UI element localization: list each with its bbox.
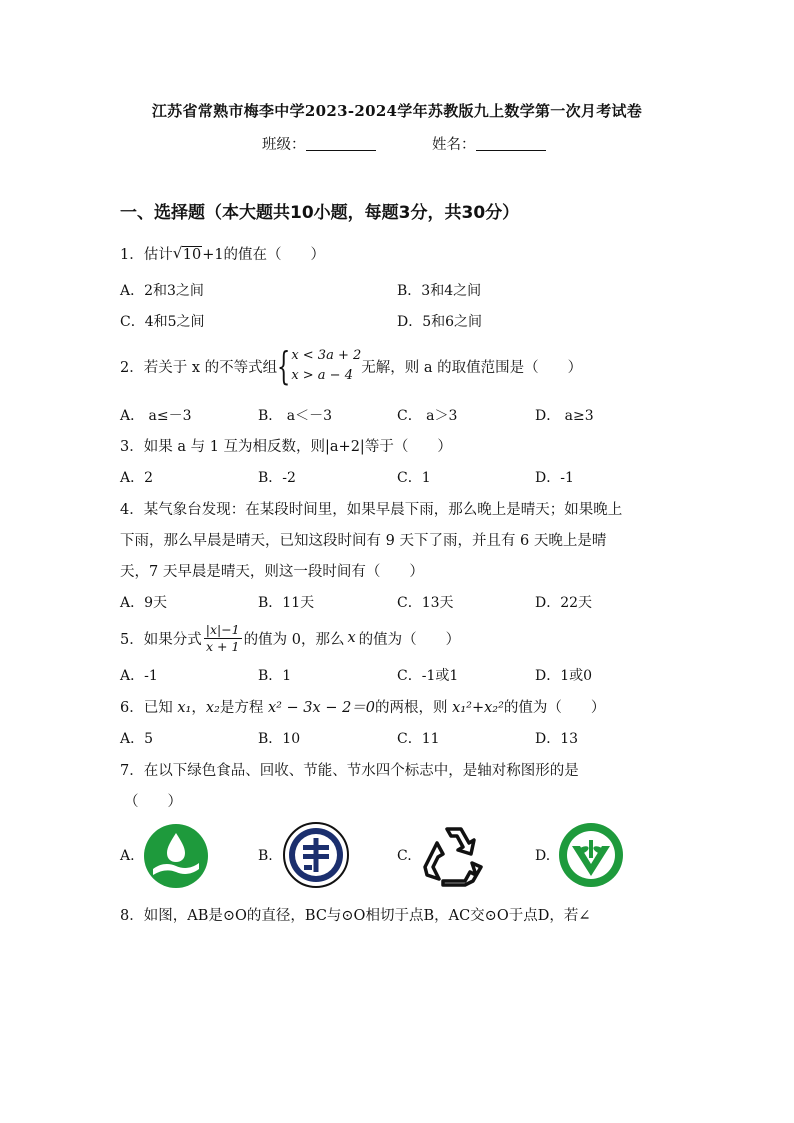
q7-option-b[interactable]: B.: [258, 848, 273, 864]
class-field: [262, 133, 376, 154]
q6-option-b[interactable]: B．10: [258, 731, 301, 747]
q6-option-c[interactable]: C．11: [397, 731, 440, 747]
brace-symbol: {: [277, 344, 291, 388]
name-field: [432, 133, 546, 154]
question-1: [120, 243, 325, 264]
name-blank[interactable]: [476, 136, 546, 151]
fraction-expression: $\frac{|x|-1}{x + 1}$: [205, 621, 240, 654]
q5-option-b[interactable]: B．1: [258, 668, 292, 684]
question-5-mid: 的值为 0，那么: [243, 631, 345, 648]
question-5-text: 5．如果分式: [120, 631, 202, 648]
sqrt-expression: √ 10: [172, 244, 202, 263]
green-food-logo-icon: [143, 823, 209, 889]
section-heading: 一、选择题（本大题共10小题，每题3分，共30分）: [120, 203, 520, 223]
question-4-line-3: 天，7 天早晨是晴天，则这一段时间有（ ）: [120, 564, 424, 580]
question-3: 3．如果 a 与 1 互为相反数，则|a+2|等于（ ）: [120, 439, 452, 455]
q3-option-a[interactable]: A．2: [120, 470, 154, 486]
q7-option-a[interactable]: A.: [120, 848, 135, 864]
q4-option-d[interactable]: D．22天: [535, 595, 593, 611]
q2-option-c[interactable]: C． a＞3: [397, 408, 458, 424]
question-2-tail: 无解，则 a 的取值范围是（ ）: [361, 359, 583, 376]
question-5-tail: 的值为（ ）: [358, 631, 461, 648]
inequality-system: x < 3a + 2 x > a − 4: [291, 348, 362, 383]
q3-option-b[interactable]: B．-2: [258, 470, 296, 486]
q5-option-a[interactable]: A．-1: [120, 668, 158, 684]
variable-x: x: [347, 630, 356, 646]
question-7-line-1: 7．在以下绿色食品、回收、节能、节水四个标志中，是轴对称图形的是: [120, 763, 579, 779]
question-6: 6．已知 x₁，x₂是方程 x² − 3x − 2＝0的两根，则 x₁²+x₂²的值为（ ）: [120, 700, 606, 716]
q5-option-d[interactable]: D．1或0: [535, 668, 593, 684]
q6-option-a[interactable]: A．5: [120, 731, 154, 747]
q3-option-c[interactable]: C．1: [397, 470, 431, 486]
q1-option-b[interactable]: B．3和4之间: [397, 283, 482, 299]
question-1-text: 1．估计: [120, 247, 173, 263]
question-4-line-2: 下雨，那么早晨是晴天，已知这段时间有 9 天下了雨，并且有 6 天晚上是晴: [120, 533, 607, 549]
class-label: 班级：: [262, 137, 306, 153]
q1-option-a[interactable]: A．2和3之间: [120, 283, 204, 299]
energy-saving-logo-icon: [421, 823, 487, 887]
question-2: [120, 344, 582, 388]
q7-option-c[interactable]: C.: [397, 848, 412, 864]
q7-option-d[interactable]: D.: [535, 848, 551, 864]
q2-option-d[interactable]: D． a≥3: [535, 408, 594, 424]
q4-option-a[interactable]: A．9天: [120, 595, 168, 611]
class-blank[interactable]: [306, 136, 376, 151]
q1-option-c[interactable]: C．4和5之间: [120, 314, 205, 330]
water-saving-logo-icon: [558, 822, 624, 888]
question-1-tail: +1的值在（ ）: [202, 247, 326, 263]
question-4-line-1: 4．某气象台发现：在某段时间里，如果早晨下雨，那么晚上是晴天；如果晚上: [120, 502, 623, 518]
q2-option-a[interactable]: A． a≤－3: [120, 408, 192, 424]
question-8: 8．如图，AB是⊙O的直径，BC与⊙O相切于点B，AC交⊙O于点D，若∠: [120, 908, 591, 924]
recycle-logo-icon: [282, 821, 350, 889]
question-2-text: 2．若关于 x 的不等式组: [120, 359, 278, 376]
q4-option-c[interactable]: C．13天: [397, 595, 454, 611]
q2-option-b[interactable]: B． a＜－3: [258, 408, 332, 424]
exam-title: 江苏省常熟市梅李中学2023-2024学年苏教版九上数学第一次月考试卷: [151, 102, 643, 120]
q6-option-d[interactable]: D．13: [535, 731, 579, 747]
question-5: [120, 618, 460, 658]
q3-option-d[interactable]: D．-1: [535, 470, 574, 486]
q4-option-b[interactable]: B．11天: [258, 595, 315, 611]
name-label: 姓名：: [432, 137, 476, 153]
question-7-line-2: （ ）: [124, 794, 182, 810]
q5-option-c[interactable]: C．-1或1: [397, 668, 459, 684]
q1-option-d[interactable]: D．5和6之间: [397, 314, 483, 330]
